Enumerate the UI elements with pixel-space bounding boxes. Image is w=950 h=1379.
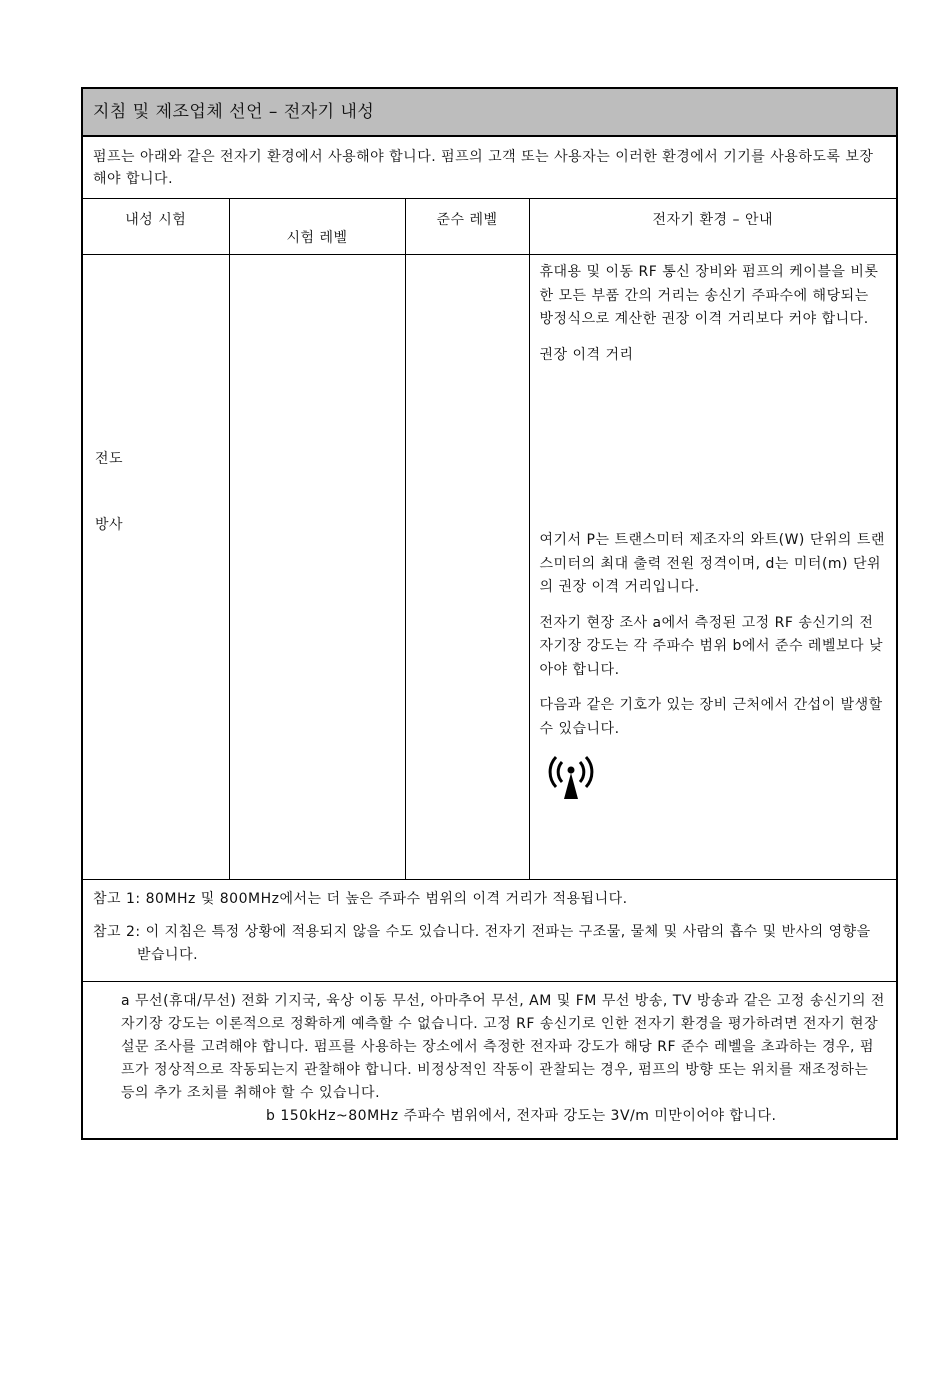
immunity-table (81, 87, 898, 1140)
document (81, 87, 896, 1140)
guidance-column (529, 255, 897, 880)
label-conducted: 전도 (95, 451, 124, 467)
footnote-a: a 무선(휴대/무선) 전화 기지국, 육상 이동 무선, 아마추어 무선, AM 및 FM 무선 방송, TV 방송과 같은 고정 송신기의 전자기장 강도는 이론적으로 정확하게 예측할 수 없습니다. 고정 RF 송신기로 인한 전자기 환경을 평가하려면 전자기 현장 설문 조사를 고려해야 합니다. 펌프를 사용하는 장소에서 측정한 전자파 강도가 해당 RF 준수 레벨을 초과하는 경우, 펌프가 정상적으로 작동되는지 관찰해야 합니다. 비정상적인 작동이 관찰되는 경우, 펌프의 방향 또는 위치를 재조정하는 등의 추가 조치를 취해야 할 수 있습니다. (121, 993, 885, 1101)
note-2: 참고 2: 이 지침은 특정 상황에 적용되지 않을 수도 있습니다. 전자기 전파는 구조물, 물체 및 사람의 흡수 및 반사의 영향을 받습니다. (93, 924, 871, 963)
guidance-p3: 여기서 P는 트랜스미터 제조자의 와트(W) 단위의 트랜스미터의 최대 출력 전원 정격이며, d는 미터(m) 단위의 권장 이격 거리입니다. (539, 532, 885, 595)
guidance-p2: 권장 이격 거리 (539, 346, 634, 363)
label-radiated: 방사 (95, 517, 124, 533)
guidance-p5: 다음과 같은 기호가 있는 장비 근처에서 간섭이 발생할 수 있습니다. (539, 697, 883, 737)
notes-cell (82, 880, 897, 982)
table-title: 지침 및 제조업체 선언 – 전자기 내성 (82, 88, 897, 136)
header-guidance: 전자기 환경 – 안내 (529, 199, 897, 255)
header-compliance: 준수 레벨 (405, 199, 529, 255)
footnote-b: b 150kHz~80MHz 주파수 범위에서, 전자파 강도는 3V/m 미만이어야 합니다. (266, 1108, 777, 1124)
compliance-column (405, 255, 529, 880)
non-ionizing-radiation-icon (540, 745, 887, 812)
header-level: 시험 레벨 (229, 199, 405, 255)
header-test: 내성 시험 (82, 199, 229, 255)
note-1: 참고 1: 80MHz 및 800MHz에서는 더 높은 주파수 범위의 이격 거리가 적용됩니다. (93, 891, 628, 907)
guidance-p1: 휴대용 및 이동 RF 통신 장비와 펌프의 케이블을 비롯한 모든 부품 간의 거리는 송신기 주파수에 해당되는 방정식으로 계산한 권장 이격 거리보다 커야 합니다. (539, 264, 879, 327)
intro-text: 펌프는 아래와 같은 전자기 환경에서 사용해야 합니다. 펌프의 고객 또는 사용자는 이러한 환경에서 기기를 사용하도록 보장해야 합니다. (82, 136, 897, 199)
footnotes-cell (82, 982, 897, 1140)
test-column (82, 255, 229, 880)
level-column (229, 255, 405, 880)
guidance-p4: 전자기 현장 조사 a에서 측정된 고정 RF 송신기의 전자기장 강도는 각 주파수 범위 b에서 준수 레벨보다 낮아야 합니다. (539, 614, 883, 678)
